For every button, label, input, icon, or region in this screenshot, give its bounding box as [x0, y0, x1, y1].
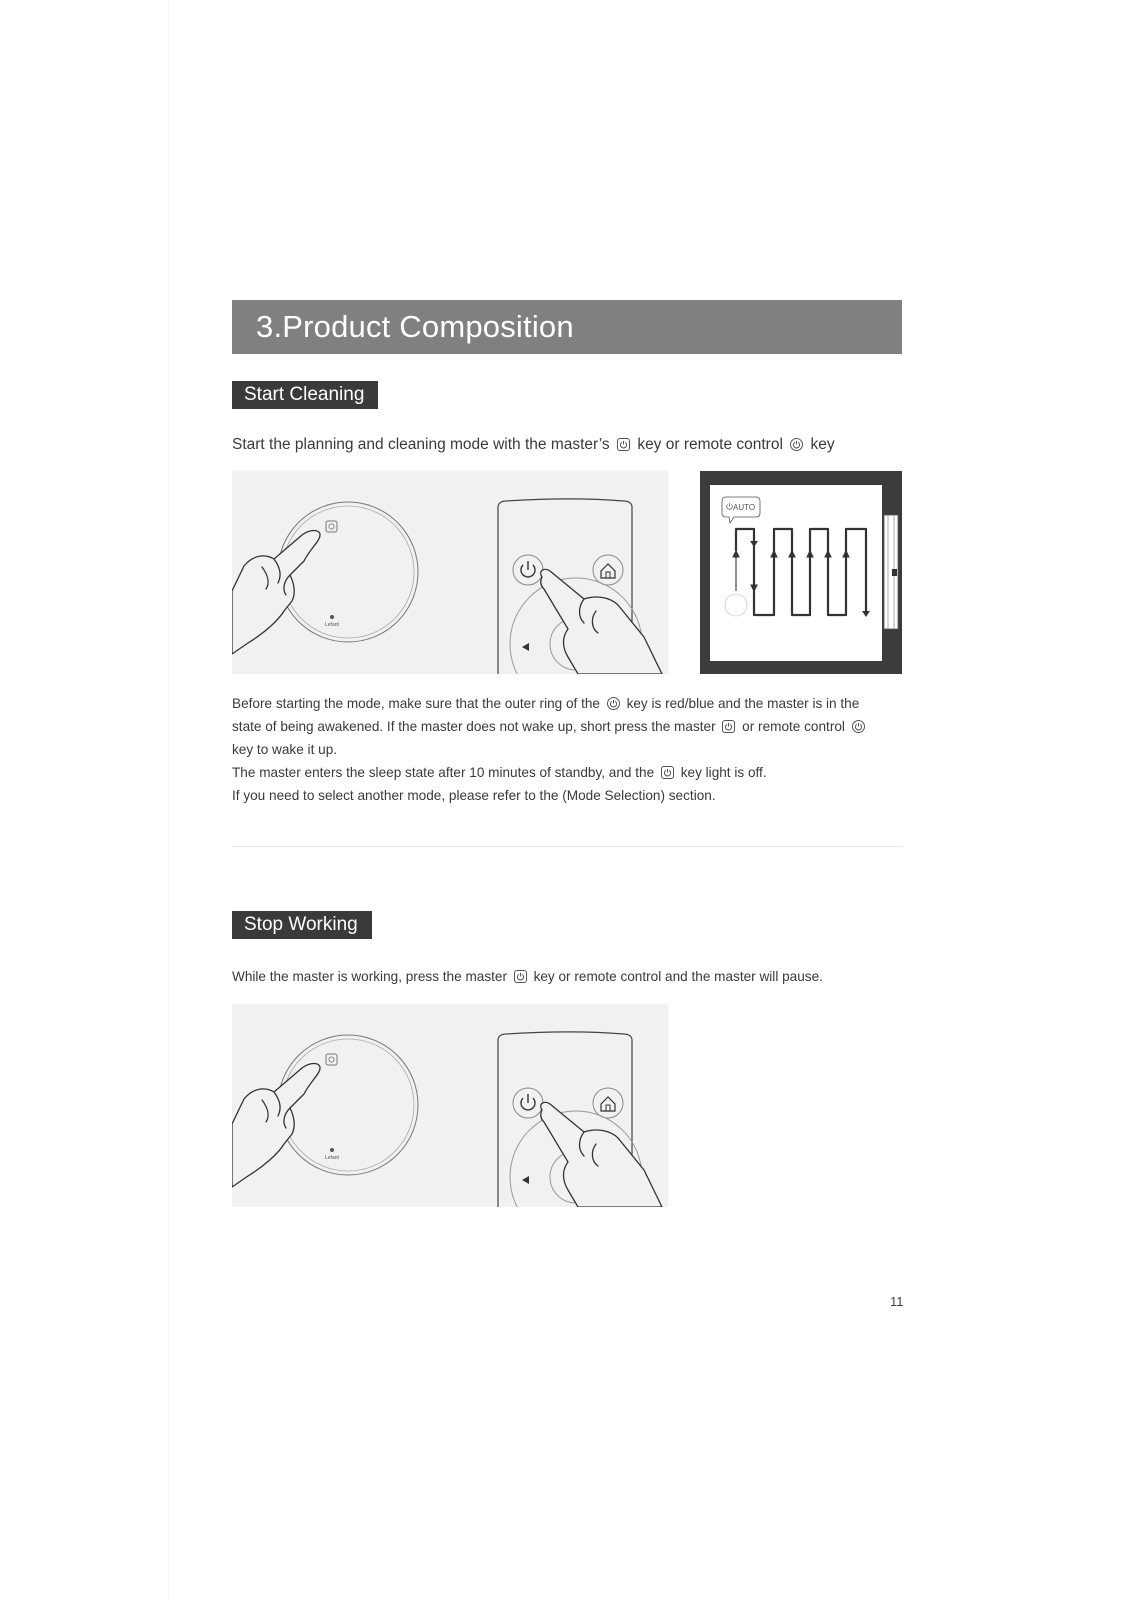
note-text: If you need to select another mode, please refer to the (Mode Selection) section. [232, 788, 716, 803]
remote-power-key-icon [852, 720, 865, 733]
hand-pointer-icon [232, 1064, 320, 1188]
note-text: state of being awakened. If the master does not wake up, short press the master [232, 719, 716, 734]
note-text: key light is off. [680, 765, 767, 780]
mode-selection-note [232, 784, 912, 807]
note-text: The master enters the sleep state after 10 minutes of standby, and the [232, 765, 655, 780]
note-text: or remote control [742, 719, 845, 734]
robot-vacuum [278, 1035, 418, 1175]
note-text: key to wake it up. [232, 742, 338, 757]
robot-brand-label: Lefant [325, 1155, 339, 1161]
section-heading-start-cleaning [232, 381, 378, 409]
power-key-icon [617, 438, 630, 451]
note-text: key is red/blue and the master is in the [626, 696, 860, 711]
intro-text: key [810, 436, 835, 453]
wake-up-note [232, 692, 912, 715]
stop-text: key or remote control and the master will pause. [533, 969, 823, 984]
wake-up-note-line2 [232, 715, 912, 738]
start-cleaning-illustration [232, 471, 668, 674]
hand-pointer-icon [232, 531, 320, 655]
start-cleaning-intro [232, 433, 912, 456]
page-title: 3.Product Composition [256, 309, 574, 344]
remote-power-key-icon [790, 438, 803, 451]
page-edge [168, 0, 169, 1600]
robot-vacuum [278, 502, 418, 642]
power-key-icon [514, 970, 527, 983]
stop-working-illustration [232, 1004, 668, 1207]
robot-brand-label: Lefant [325, 622, 339, 628]
stop-working-text [232, 965, 912, 988]
power-key-icon [661, 766, 674, 779]
auto-mode-label: AUTO [733, 503, 756, 512]
intro-text: key or remote control [637, 436, 783, 453]
power-key-icon [607, 697, 620, 710]
sleep-state-note [232, 761, 912, 784]
wake-up-note-line3 [232, 738, 912, 761]
cleaning-path-diagram [700, 471, 902, 674]
section-heading-label: Start Cleaning [244, 384, 365, 405]
power-key-icon [722, 720, 735, 733]
title-bar [232, 300, 902, 354]
stop-text: While the master is working, press the master [232, 969, 507, 984]
section-heading-label: Stop Working [244, 914, 358, 935]
page-number: 11 [890, 1294, 904, 1309]
note-text: Before starting the mode, make sure that the outer ring of the [232, 696, 600, 711]
section-divider [232, 846, 902, 847]
section-heading-stop-working [232, 911, 372, 939]
intro-text: Start the planning and cleaning mode with the master’s [232, 436, 610, 453]
